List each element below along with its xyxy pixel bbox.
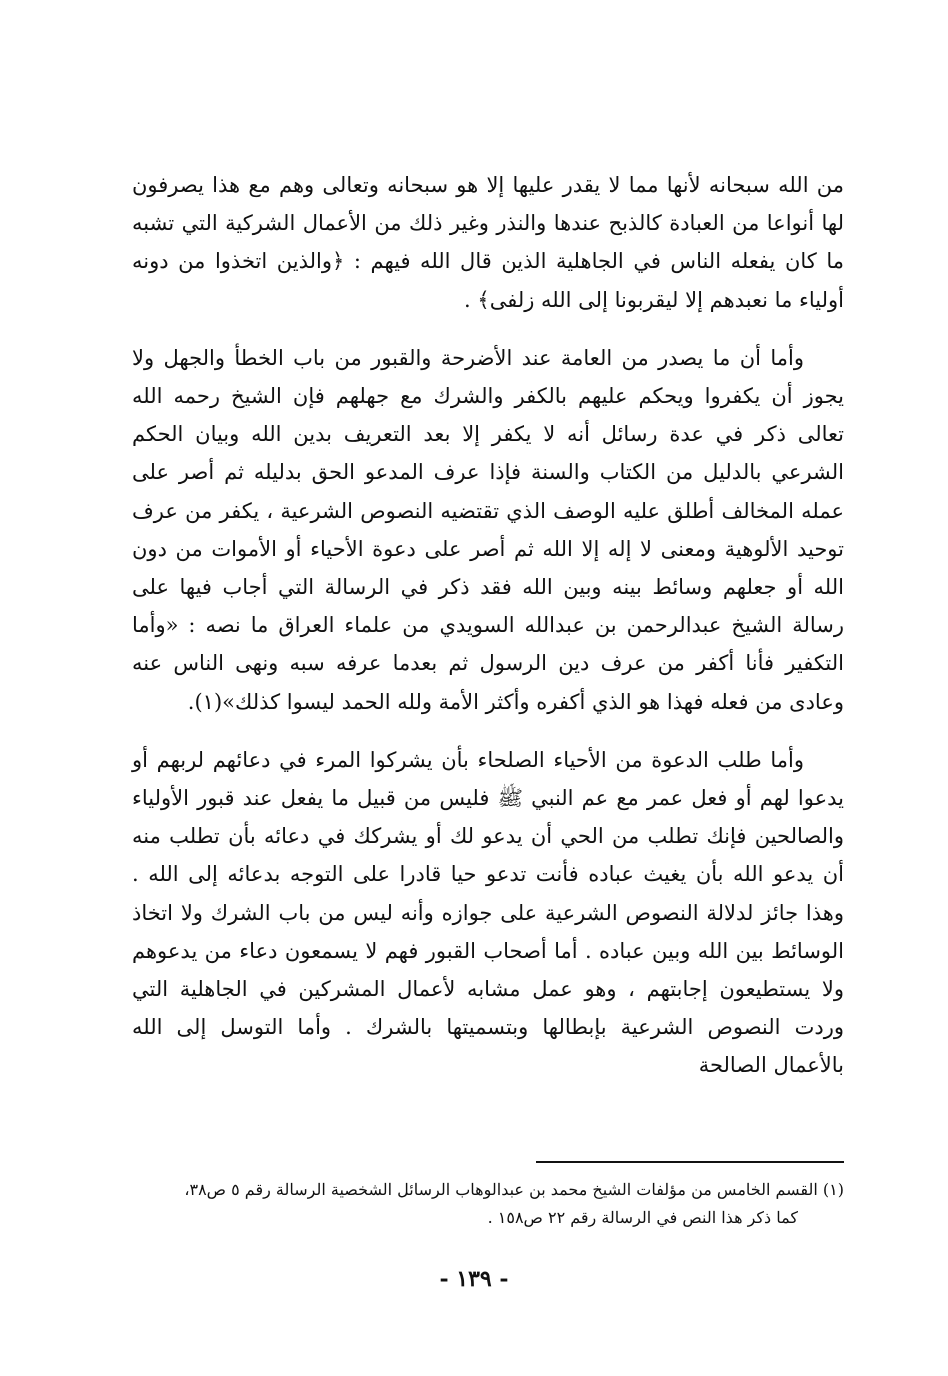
paragraph-2: وأما أن ما يصدر من العامة عند الأضرحة والقبور من باب الخطأ والجهل ولا يجوز أن يكفروا ويحكم عليهم بالكفر والشرك مع جهلهم فإن الشيخ رحمه الله تعالى ذكر في عدة رسائل أنه لا يكفر إلا بعد التعريف بدين الله وبيان الحكم الشرعي بالدليل من الكتاب والسنة فإذا عرف المدعو الحق بدليله ثم أصر على عمله المخالف أطلق عليه الوصف الذي تقتضيه النصوص الشرعية ، يكفر من عرف توحيد الألوهية ومعنى لا إله إلا الله ثم أصر على دعوة الأحياء أو الأموات من دون الله أو جعلهم وسائط بينه وبين الله فقد ذكر في الرسالة التي أجاب فيها على رسالة الشيخ عبدالرحمن بن عبدالله السويدي من علماء العراق ما نصه : «وأما التكفير فأنا أكفر من عرف دين الرسول ثم بعدما عرفه سبه ونهى الناس عنه وعادى من فعله فهذا هو الذي أكفره وأكثر الأمة ولله الحمد ليسوا كذلك»(١). bbox=[132, 345, 844, 714]
paragraph-1: من الله سبحانه لأنها مما لا يقدر عليها إلا هو سبحانه وتعالى وهم مع هذا يصرفون لها أنواعا من العبادة كالذبح عندها والنذر وغير ذلك من الأعمال الشركية التي تشبه ما كان يفعله الناس في الجاهلية الذين قال الله فيهم : ﴿والذين اتخذوا من دونه أولياء ما نعبدهم إلا ليقربونا إلى الله زلفى﴾ . bbox=[132, 173, 844, 312]
footnote-line-2: كما ذكر هذا النص في الرسالة رقم ٢٢ ص١٥٨ . bbox=[487, 1208, 798, 1227]
footnote-separator bbox=[536, 1161, 844, 1163]
paragraph-3: وأما طلب الدعوة من الأحياء الصلحاء بأن يشركوا المرء في دعائهم لربهم أو يدعوا لهم أو فعل عمر مع عم النبي ﷺ فليس من قبيل ما يفعل عند قبور الأولياء والصالحين فإنك تطلب من الحي أن يدعو لك أو يشركك في دعائه بأن تطلب منه أن يدعو الله بأن يغيث عباده فأنت تدعو حيا قادرا على التوجه بدعائه إلى الله . وهذا جائز لدلالة النصوص الشرعية على جوازه وأنه ليس من باب الشرك ولا اتخاذ الوسائط بين الله وبين عباده . أما أصحاب القبور فهم لا يسمعون دعاء من يدعوهم ولا يستطيعون إجابتهم ، وهو عمل مشابه لأعمال المشركين في الجاهلية التي وردت النصوص الشرعية بإبطالها وبتسميتها بالشرك . وأما التوسل إلى الله بالأعمال الصالحة bbox=[132, 747, 844, 1078]
main-text-block bbox=[132, 166, 844, 1085]
page-number: - ١٣٩ - bbox=[439, 1266, 509, 1292]
footnote-line-1: (١) القسم الخامس من مؤلفات الشيخ محمد بن عبدالوهاب الرسائل الشخصية الرسالة رقم ٥ ص٣٨، bbox=[184, 1180, 844, 1199]
footnote bbox=[132, 1176, 844, 1232]
